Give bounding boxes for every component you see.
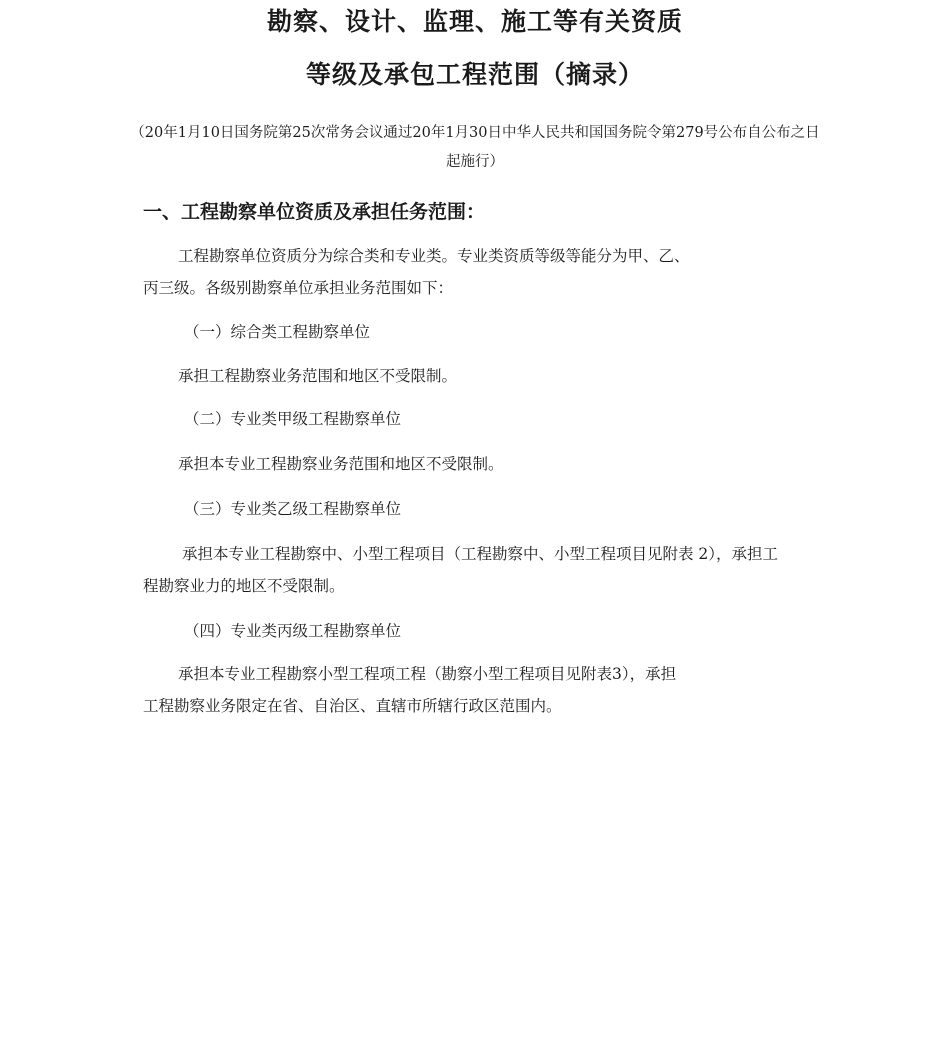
item-2-heading: （二）专业类甲级工程勘察单位 — [184, 410, 402, 428]
promulgation-note-line-1: （20年1月10日国务院第25次常务会议通过20年1月30日中华人民共和国国务院令第279号公布自公布之日 — [130, 125, 820, 141]
intro-paragraph-line-1: 工程勘察单位资质分为综合类和专业类。专业类资质等级等能分为甲、乙、 — [178, 247, 690, 265]
item-4-heading: （四）专业类丙级工程勘察单位 — [184, 622, 402, 640]
item-4-text-line-2: 工程勘察业务限定在省、自治区、直辖市所辖行政区范围内。 — [143, 697, 562, 715]
intro-paragraph-line-2: 丙三级。各级别勘察单位承担业务范围如下： — [143, 279, 454, 297]
section-heading-survey-qualification: 一、工程勘察单位资质及承担任务范围： — [143, 201, 486, 223]
document-title-line-1: 勘察、设计、监理、施工等有关资质 — [266, 7, 683, 36]
item-4-text-line-1: 承担本专业工程勘察小型工程项工程（勘察小型工程项目见附表3），承担 — [178, 665, 677, 683]
item-1-heading: （一）综合类工程勘察单位 — [184, 323, 371, 341]
item-3-text-line-2: 程勘察业力的地区不受限制。 — [143, 577, 345, 595]
item-2-text: 承担本专业工程勘察业务范围和地区不受限制。 — [178, 455, 504, 473]
promulgation-note-line-2: 起施行） — [446, 154, 504, 170]
item-3-text-line-1: 承担本专业工程勘察中、小型工程项目（工程勘察中、小型工程项目见附表 2），承担工 — [182, 545, 779, 563]
item-3-heading: （三）专业类乙级工程勘察单位 — [184, 500, 402, 518]
document-title-line-2: 等级及承包工程范围（摘录） — [305, 60, 644, 89]
item-1-text: 承担工程勘察业务范围和地区不受限制。 — [178, 367, 458, 385]
